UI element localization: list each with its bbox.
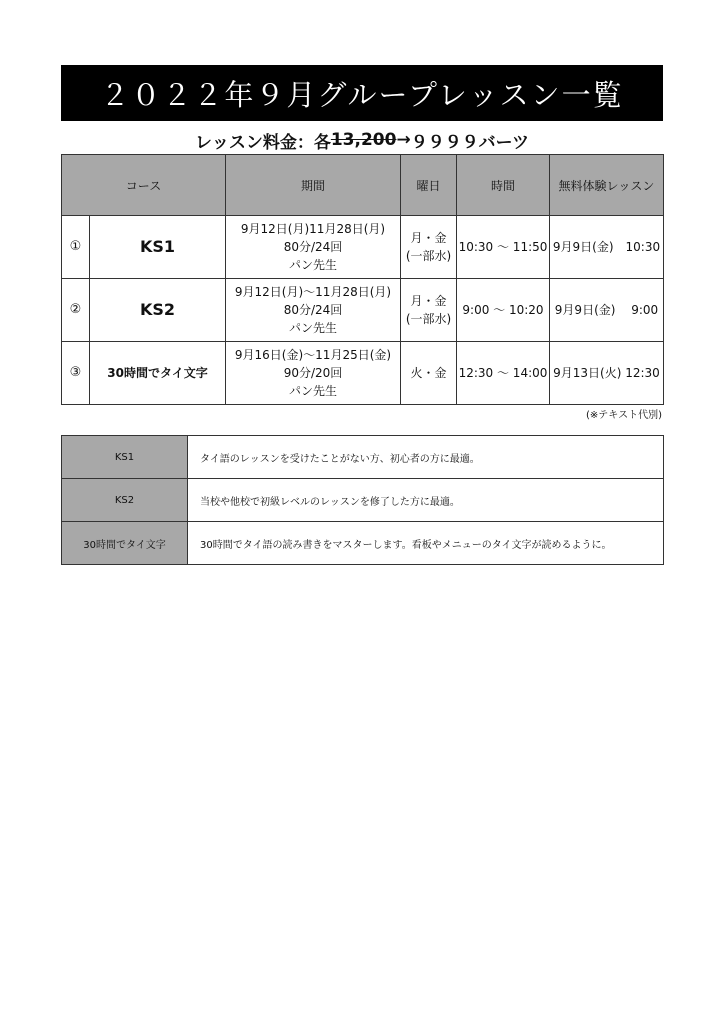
days-cell [401,216,457,279]
header-days: 曜日 [401,155,457,216]
header-period: 期間 [226,155,401,216]
period-dates: 9月12日(月)11月28日(月) [240,222,386,236]
price-line [61,127,663,153]
header-trial: 無料体験レッスン [550,155,664,216]
row-number: ③ [62,342,90,405]
trial-cell: 9月9日(金) 9:00 [550,279,664,342]
days-extra: (一部水) [405,312,452,326]
period-teacher: パン先生 [288,384,337,398]
course-name: KS1 [90,216,226,279]
page-title: ２０２２年９月グループレッスン一覧 [61,65,663,121]
days-main: 月・金 [410,231,447,245]
period-sessions: 80分/24回 [283,303,343,317]
table-row [62,342,664,405]
days-main: 月・金 [410,294,447,308]
row-number: ① [62,216,90,279]
text-fee-note: (※テキスト代別) [586,410,662,421]
course-name: 30時間でタイ文字 [90,342,226,405]
days-extra: (一部水) [405,249,452,263]
period-teacher: パン先生 [288,258,337,272]
course-description-table [61,435,664,565]
price-old: 13,200 [330,130,397,150]
trial-cell: 9月9日(金) 10:30 [550,216,664,279]
period-cell [226,342,401,405]
description-label: 30時間でタイ文字 [62,522,188,565]
description-label: KS2 [62,479,188,522]
period-cell [226,279,401,342]
description-row [62,522,664,565]
description-text: 当校や他校で初級レベルのレッスンを修了した方に最適。 [188,479,664,522]
price-prefix: レッスン料金：各 [194,132,331,153]
time-cell: 10:30 ～ 11:50 [457,216,550,279]
days-cell [401,279,457,342]
trial-cell: 9月13日(火) 12:30 [550,342,664,405]
description-text: 30時間でタイ語の読み書きをマスターします。看板やメニューのタイ文字が読めるように。 [188,522,664,565]
time-cell: 9:00 ～ 10:20 [457,279,550,342]
period-sessions: 80分/24回 [283,240,343,254]
period-cell [226,216,401,279]
description-label: KS1 [62,436,188,479]
period-dates: 9月16日(金)～11月25日(金) [234,348,392,362]
course-name: KS2 [90,279,226,342]
table-row [62,216,664,279]
table-row [62,279,664,342]
time-cell: 12:30 ～ 14:00 [457,342,550,405]
description-text: タイ語のレッスンを受けたことがない方、初心者の方に最適。 [188,436,664,479]
period-teacher: パン先生 [288,321,337,335]
schedule-table [61,154,664,405]
header-course: コース [62,155,226,216]
schedule-header-row [62,155,664,216]
description-row [62,436,664,479]
days-cell: 火・金 [401,342,457,405]
description-row [62,479,664,522]
header-time: 時間 [457,155,550,216]
price-new: ９９９９バーツ [410,132,530,153]
price-arrow: → [396,130,411,150]
period-sessions: 90分/20回 [283,366,343,380]
row-number: ② [62,279,90,342]
period-dates: 9月12日(月)～11月28日(月) [234,285,392,299]
